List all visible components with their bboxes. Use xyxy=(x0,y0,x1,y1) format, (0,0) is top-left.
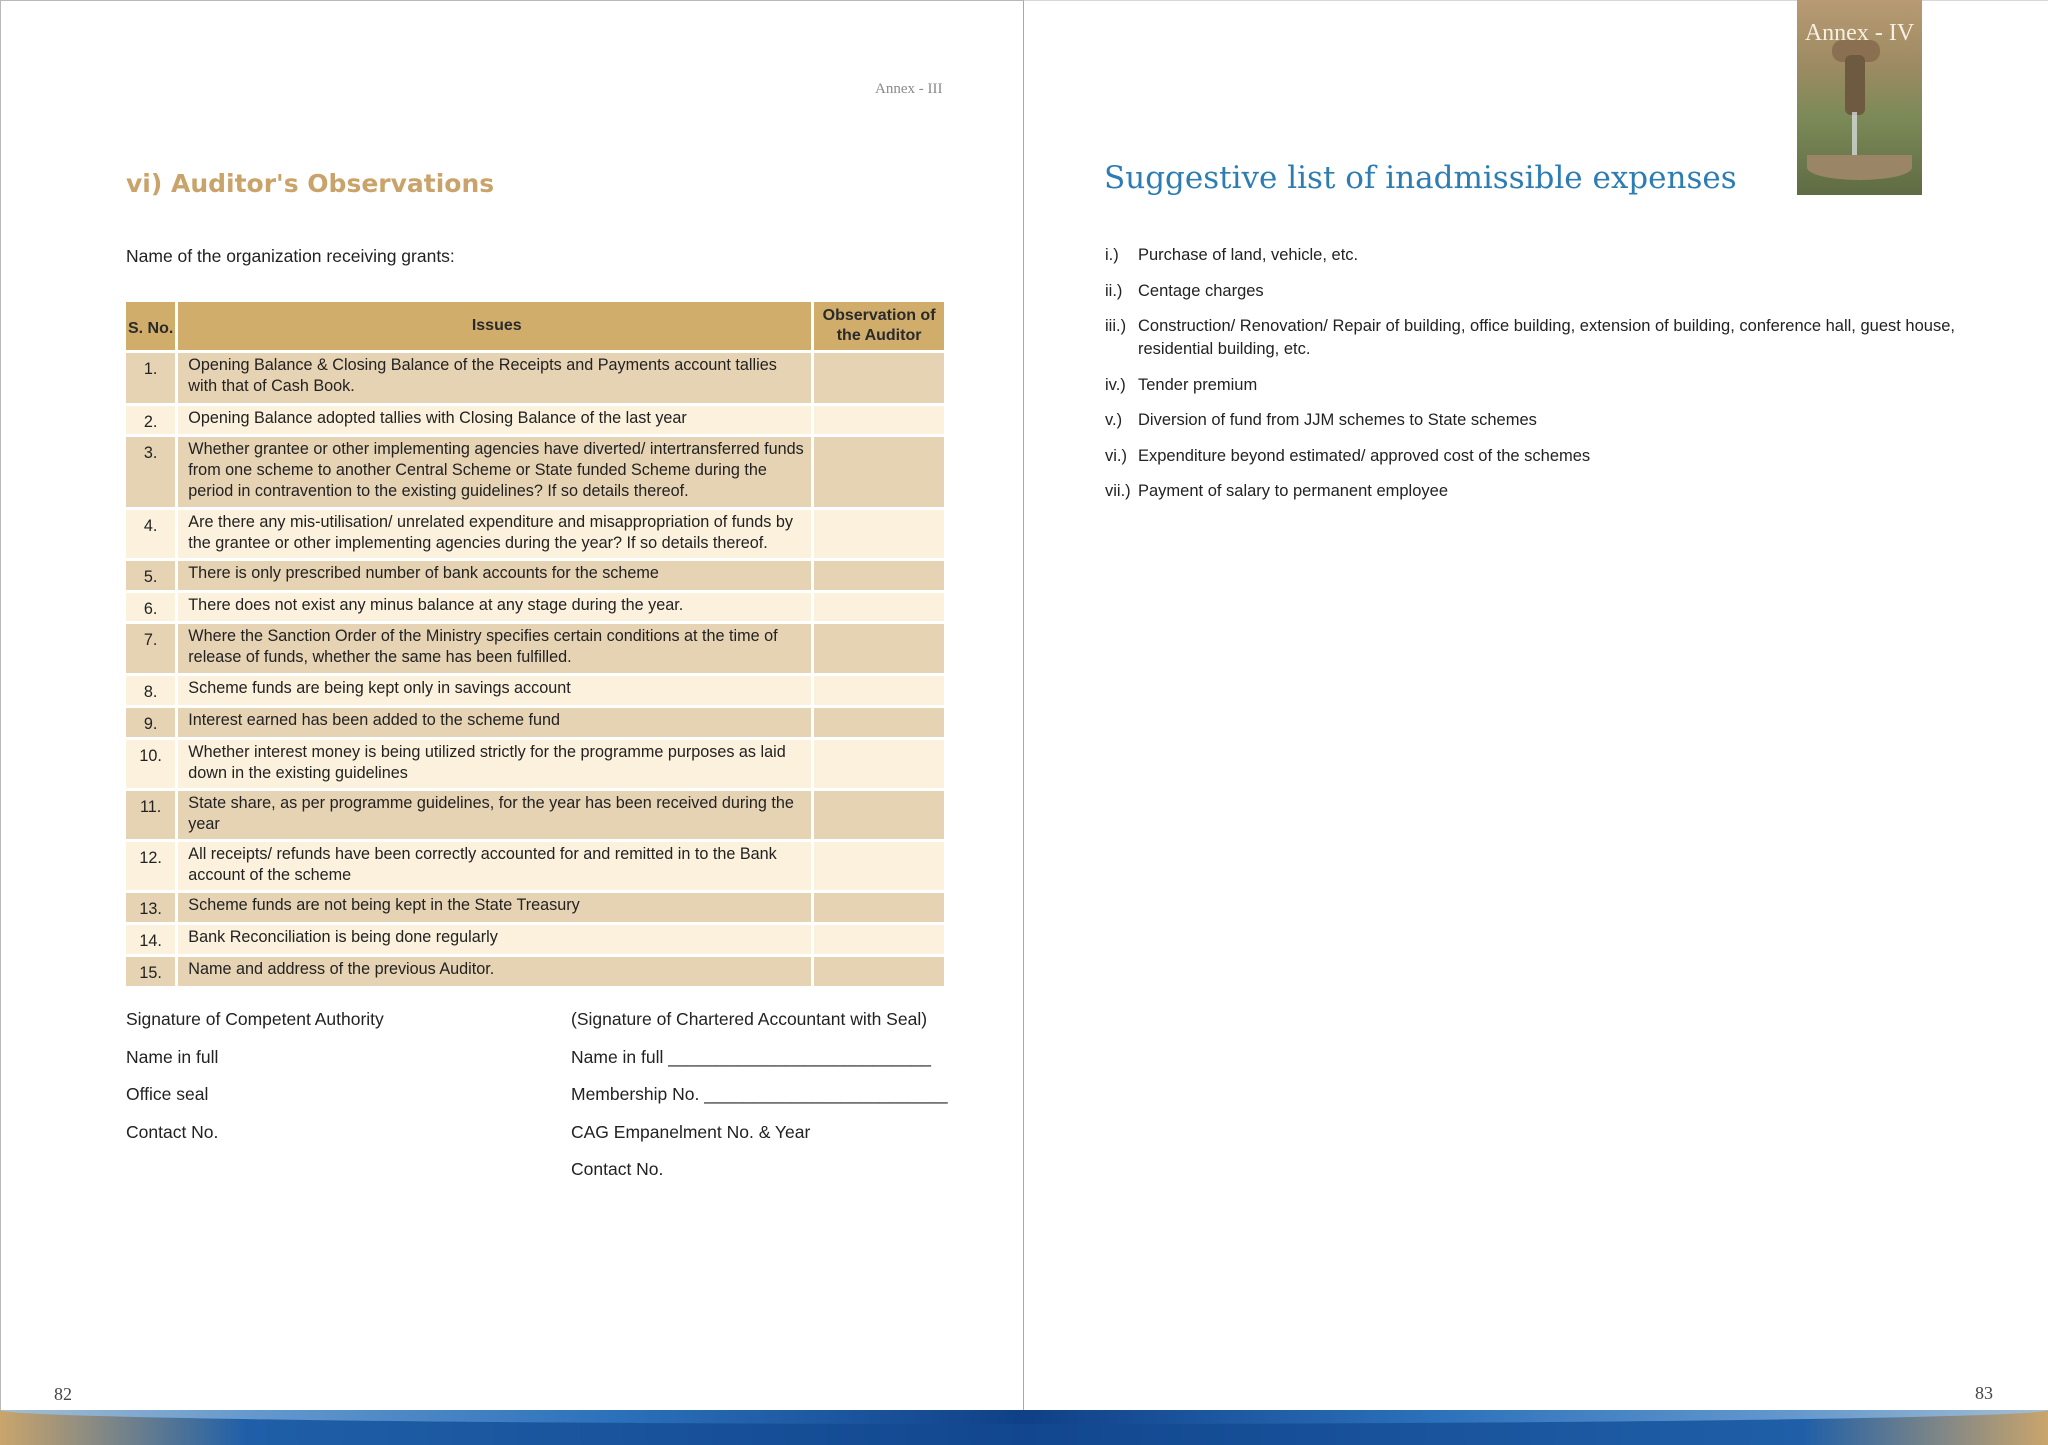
membership-no-label: Membership No. _________________________ xyxy=(571,1084,948,1104)
annex-label: Annex - III xyxy=(875,81,943,97)
footer-wave xyxy=(0,1410,2048,1424)
page-number-right: 83 xyxy=(1975,1383,1993,1403)
table-row xyxy=(126,740,944,788)
row-issue: Opening Balance & Closing Balance of the Receipts and Payments account tallies with that of Cash Book. xyxy=(175,353,811,403)
list-item-number: iii.) xyxy=(1105,317,1127,335)
name-in-full-label: Name in full xyxy=(126,1046,219,1067)
row-observation xyxy=(811,437,944,507)
row-sno: 10. xyxy=(126,740,175,788)
office-seal-label: Office seal xyxy=(126,1084,209,1104)
table-row xyxy=(126,624,944,673)
list-item xyxy=(1105,480,1965,503)
water-stream xyxy=(1852,112,1857,157)
page-title: Suggestive list of inadmissible expenses xyxy=(1104,160,1737,196)
row-issue: Opening Balance adopted tallies with Closing Balance of the last year xyxy=(175,406,811,434)
header-observation: Observation of the Auditor xyxy=(811,302,944,350)
table-row xyxy=(126,676,944,705)
row-sno: 8. xyxy=(126,676,175,705)
list-item xyxy=(1105,280,1965,303)
contact-no-label: Contact No. xyxy=(126,1121,219,1142)
table-row xyxy=(126,593,944,621)
table-row xyxy=(126,842,944,890)
table-row xyxy=(126,437,944,507)
ca-name-in-full-label: Name in full ___________________________ xyxy=(571,1046,932,1067)
basin xyxy=(1807,155,1912,180)
list-item-number: vi.) xyxy=(1105,446,1127,465)
row-sno: 6. xyxy=(126,593,175,621)
row-observation xyxy=(811,593,944,621)
row-observation xyxy=(811,740,944,788)
authority-signature-block xyxy=(126,1009,384,1159)
row-sno: 13. xyxy=(126,893,175,922)
ca-contact-no-label: Contact No. xyxy=(571,1159,664,1179)
header-issues: Issues xyxy=(175,302,811,350)
accountant-signature-block xyxy=(571,1009,948,1197)
list-item xyxy=(1105,244,1965,267)
row-issue: All receipts/ refunds have been correctly accounted for and remitted in to the Bank account of the scheme xyxy=(175,842,811,890)
list-item-text: Expenditure beyond estimated/ approved cost of the schemes xyxy=(1138,446,1591,465)
row-observation xyxy=(811,893,944,922)
row-issue: Scheme funds are being kept only in savings account xyxy=(175,676,811,705)
table-header-row xyxy=(126,302,944,350)
row-issue: Bank Reconciliation is being done regularly xyxy=(175,925,811,954)
table-row xyxy=(126,510,944,558)
row-sno: 15. xyxy=(126,957,175,986)
list-item xyxy=(1105,445,1965,468)
row-issue: Are there any mis-utilisation/ unrelated expenditure and misappropriation of funds by the grantee or other implementing agencies during the year? If so details thereof. xyxy=(175,510,811,558)
annex-label-right: Annex - IV xyxy=(1804,20,1915,46)
footer-wave-band xyxy=(0,1410,2048,1445)
row-issue: Scheme funds are not being kept in the State Treasury xyxy=(175,893,811,922)
annex-photo-tap-image xyxy=(1797,0,1922,195)
row-issue: Name and address of the previous Auditor. xyxy=(175,957,811,986)
row-sno: 3. xyxy=(126,437,175,507)
list-item-text: Tender premium xyxy=(1138,375,1258,394)
row-issue: Whether grantee or other implementing agencies have diverted/ intertransferred funds from one scheme to another Central Scheme or State funded Scheme during the period in contravention to the existing guidelines? If so details thereof. xyxy=(175,437,811,507)
row-observation xyxy=(811,353,944,403)
row-sno: 12. xyxy=(126,842,175,890)
list-item-number: vii.) xyxy=(1105,482,1131,500)
table-row xyxy=(126,561,944,590)
row-observation xyxy=(811,842,944,890)
list-item-number: i.) xyxy=(1105,246,1119,264)
row-issue: There is only prescribed number of bank accounts for the scheme xyxy=(175,561,811,590)
list-item-text: Diversion of fund from JJM schemes to State schemes xyxy=(1138,411,1537,429)
list-item-text: Construction/ Renovation/ Repair of building, office building, extension of building, conference hall, guest house, residential building, etc. xyxy=(1138,317,1955,358)
list-item-text: Payment of salary to permanent employee xyxy=(1138,482,1448,500)
row-sno: 4. xyxy=(126,510,175,558)
auditor-observations-table xyxy=(126,299,944,989)
inadmissible-expenses-list xyxy=(1105,244,1965,516)
signature-accountant-label: (Signature of Chartered Accountant with Seal) xyxy=(571,1009,928,1029)
row-observation xyxy=(811,957,944,986)
header-sno: S. No. xyxy=(126,302,175,350)
table-row xyxy=(126,791,944,839)
list-item-number: iv.) xyxy=(1105,375,1126,394)
row-sno: 11. xyxy=(126,791,175,839)
table-row xyxy=(126,893,944,922)
signature-authority-label: Signature of Competent Authority xyxy=(126,1009,384,1029)
row-observation xyxy=(811,624,944,673)
row-issue: State share, as per programme guidelines, for the year has been received during the year xyxy=(175,791,811,839)
row-observation xyxy=(811,561,944,590)
row-issue: Interest earned has been added to the scheme fund xyxy=(175,708,811,737)
row-issue: Where the Sanction Order of the Ministry specifies certain conditions at the time of release of funds, whether the same has been fulfilled. xyxy=(175,624,811,673)
row-issue: There does not exist any minus balance at any stage during the year. xyxy=(175,593,811,621)
row-observation xyxy=(811,708,944,737)
list-item-text: Centage charges xyxy=(1138,281,1264,300)
list-item xyxy=(1105,374,1965,397)
right-page xyxy=(1024,0,2048,1445)
row-sno: 2. xyxy=(126,406,175,434)
table-row xyxy=(126,708,944,737)
row-sno: 7. xyxy=(126,624,175,673)
list-item-text: Purchase of land, vehicle, etc. xyxy=(1138,246,1359,264)
tap-body xyxy=(1845,55,1865,115)
row-issue: Whether interest money is being utilized strictly for the programme purposes as laid down in the existing guidelines xyxy=(175,740,811,788)
organization-label: Name of the organization receiving grants: xyxy=(126,246,455,266)
section-title: vi) Auditor's Observations xyxy=(126,169,495,198)
row-sno: 9. xyxy=(126,708,175,737)
row-observation xyxy=(811,791,944,839)
cag-empanelment-label: CAG Empanelment No. & Year xyxy=(571,1121,811,1142)
table-row xyxy=(126,406,944,434)
list-item-number: ii.) xyxy=(1105,281,1123,300)
row-sno: 1. xyxy=(126,353,175,403)
page-number: 82 xyxy=(54,1384,72,1404)
list-item xyxy=(1105,315,1965,361)
row-observation xyxy=(811,406,944,434)
table-row xyxy=(126,925,944,954)
row-observation xyxy=(811,676,944,705)
row-sno: 5. xyxy=(126,561,175,590)
table-row xyxy=(126,957,944,986)
table-row xyxy=(126,353,944,403)
row-observation xyxy=(811,510,944,558)
row-observation xyxy=(811,925,944,954)
list-item xyxy=(1105,409,1965,432)
row-sno: 14. xyxy=(126,925,175,954)
list-item-number: v.) xyxy=(1105,411,1123,429)
